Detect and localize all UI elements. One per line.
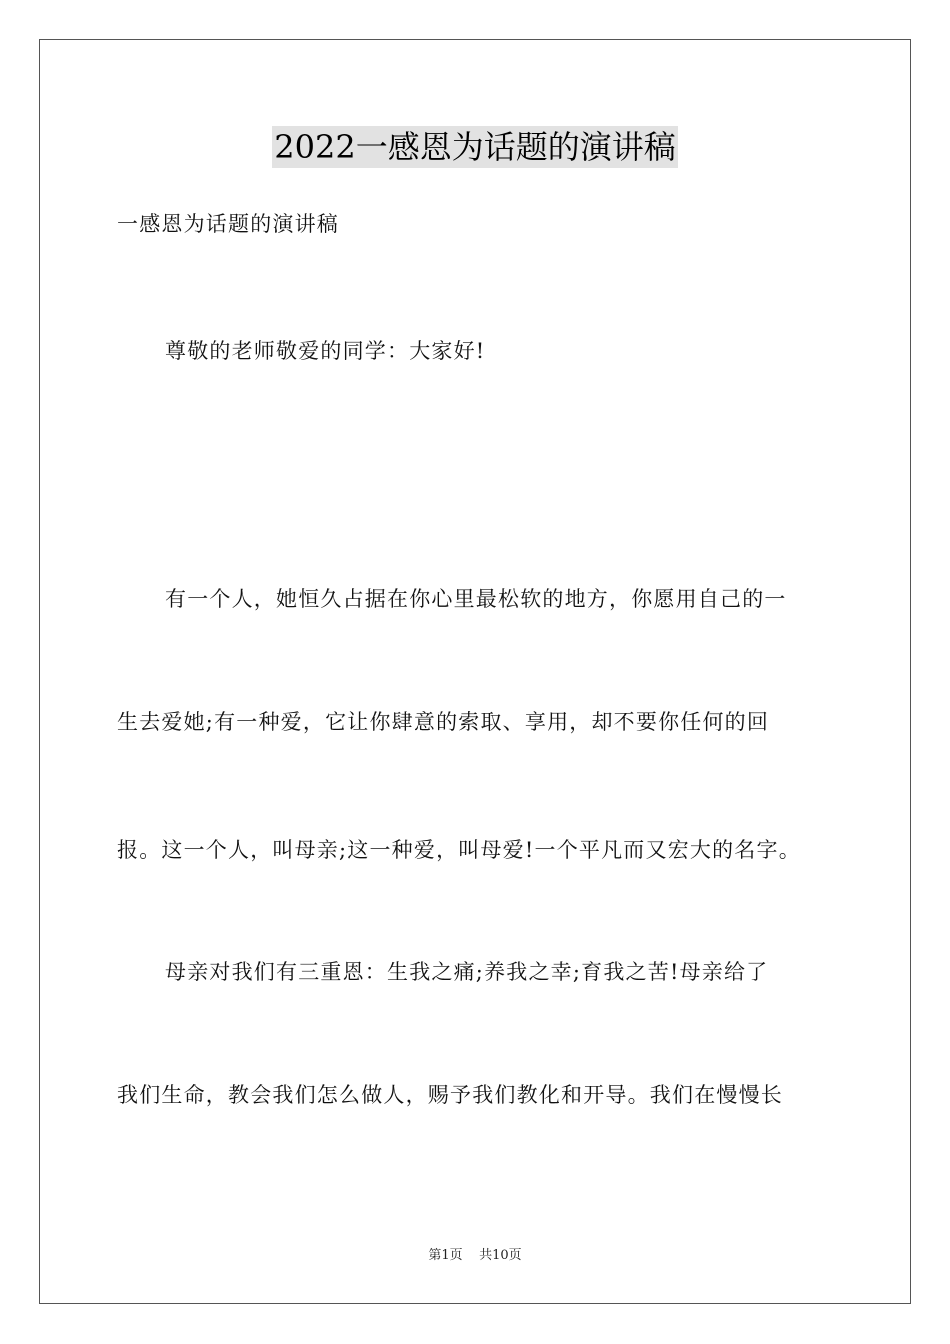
paragraph-line: 生去爱她;有一种爱，它让你肆意的索取、享用，却不要你任何的回 — [117, 710, 770, 734]
page-total: 共10页 — [479, 1248, 522, 1263]
paragraph-line: 尊敬的老师敬爱的同学：大家好! — [165, 339, 486, 363]
paragraph-line: 有一个人，她恒久占据在你心里最松软的地方，你愿用自己的一 — [165, 587, 787, 611]
paragraph-line: 母亲对我们有三重恩：生我之痛;养我之幸;育我之苦!母亲给了 — [165, 960, 769, 984]
paragraph-line: 我们生命，教会我们怎么做人，赐予我们教化和开导。我们在慢慢长 — [117, 1083, 783, 1107]
paragraph-line: 报。这一个人，叫母亲;这一种爱，叫母爱!一个平凡而又宏大的名字。 — [117, 838, 801, 862]
title-container — [0, 126, 950, 168]
subtitle-line: 一感恩为话题的演讲稿 — [117, 212, 339, 236]
page-footer — [0, 1247, 950, 1265]
document-title: 2022一感恩为话题的演讲稿 — [274, 128, 676, 166]
page-number: 第1页 — [428, 1248, 463, 1263]
